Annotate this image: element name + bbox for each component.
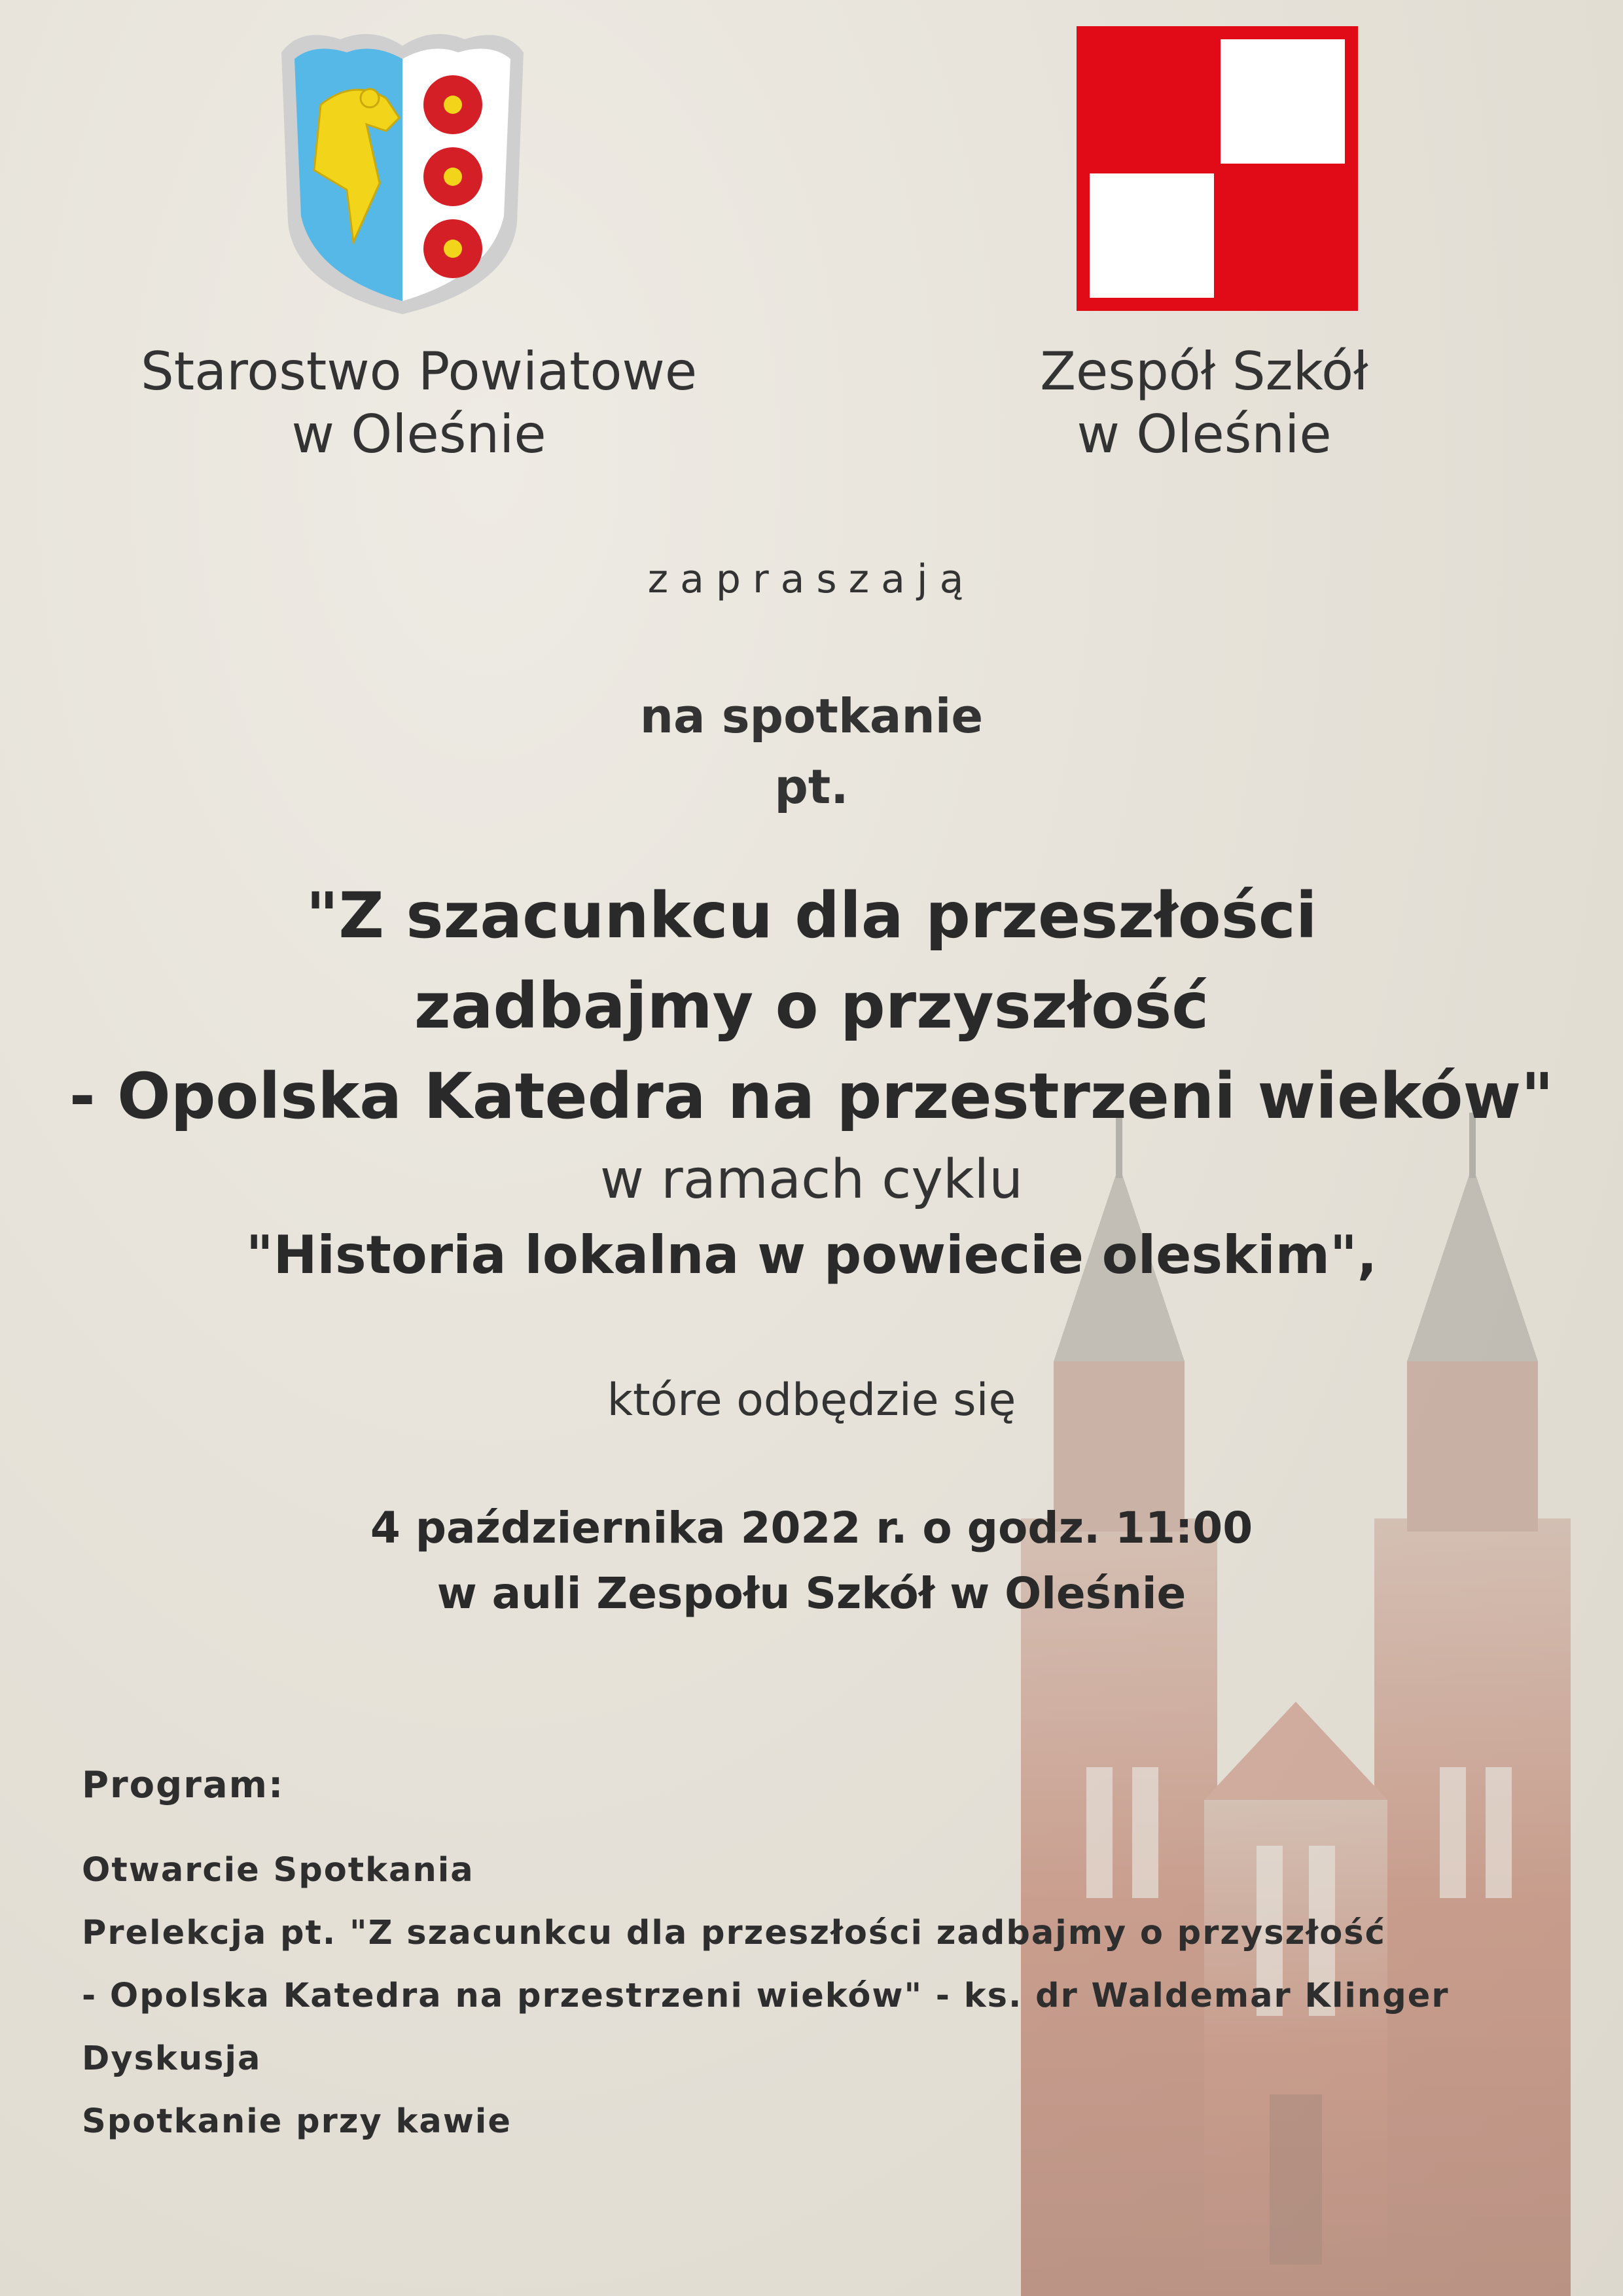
- program-item: Dyskusja: [82, 2039, 262, 2078]
- cycle-intro: w ramach cyklu: [599, 1149, 1024, 1211]
- program-item: - Opolska Katedra na przestrzeni wieków" - ks. dr Waldemar Klinger: [82, 1977, 1450, 2015]
- program-list: [82, 1839, 1587, 2153]
- invite-verb: zapraszają: [647, 556, 976, 602]
- invite-line1: na spotkanie: [639, 689, 984, 744]
- right-org-line1: Zespół Szkół: [1040, 341, 1368, 402]
- left-organization: [98, 340, 740, 466]
- title-line1: "Z szacunkcu dla przeszłości: [306, 879, 1317, 952]
- coat-of-arms-icon: [275, 26, 530, 314]
- event-title: [0, 870, 1623, 1141]
- title-line3: - Opolska Katedra na przestrzeni wieków": [69, 1060, 1554, 1133]
- program-item: Otwarcie Spotkania: [82, 1851, 474, 1890]
- program-item: Prelekcja pt. "Z szacunkcu dla przeszłości zadbajmy o przyszłość: [82, 1914, 1386, 1952]
- right-organization: [877, 340, 1531, 466]
- event-date: 4 października 2022 r. o godz. 11:00: [370, 1503, 1253, 1553]
- left-org-line2: w Oleśnie: [291, 404, 546, 465]
- invite-lines: [0, 681, 1623, 822]
- when-intro: które odbędzie się: [607, 1374, 1016, 1426]
- cycle-name: "Historia lokalna w powiecie oleskim",: [245, 1225, 1378, 1285]
- right-org-line2: w Oleśnie: [1077, 404, 1332, 465]
- title-line2: zadbajmy o przyszłość: [414, 969, 1209, 1043]
- event-details: [0, 1496, 1623, 1626]
- checkerboard-logo-icon: [1077, 26, 1358, 311]
- invite-line2: pt.: [774, 759, 849, 814]
- left-org-line1: Starostwo Powiatowe: [140, 341, 698, 402]
- event-place: w auli Zespołu Szkół w Oleśnie: [437, 1568, 1186, 1619]
- program-heading: Program:: [82, 1764, 285, 1806]
- program-item: Spotkanie przy kawie: [82, 2102, 512, 2141]
